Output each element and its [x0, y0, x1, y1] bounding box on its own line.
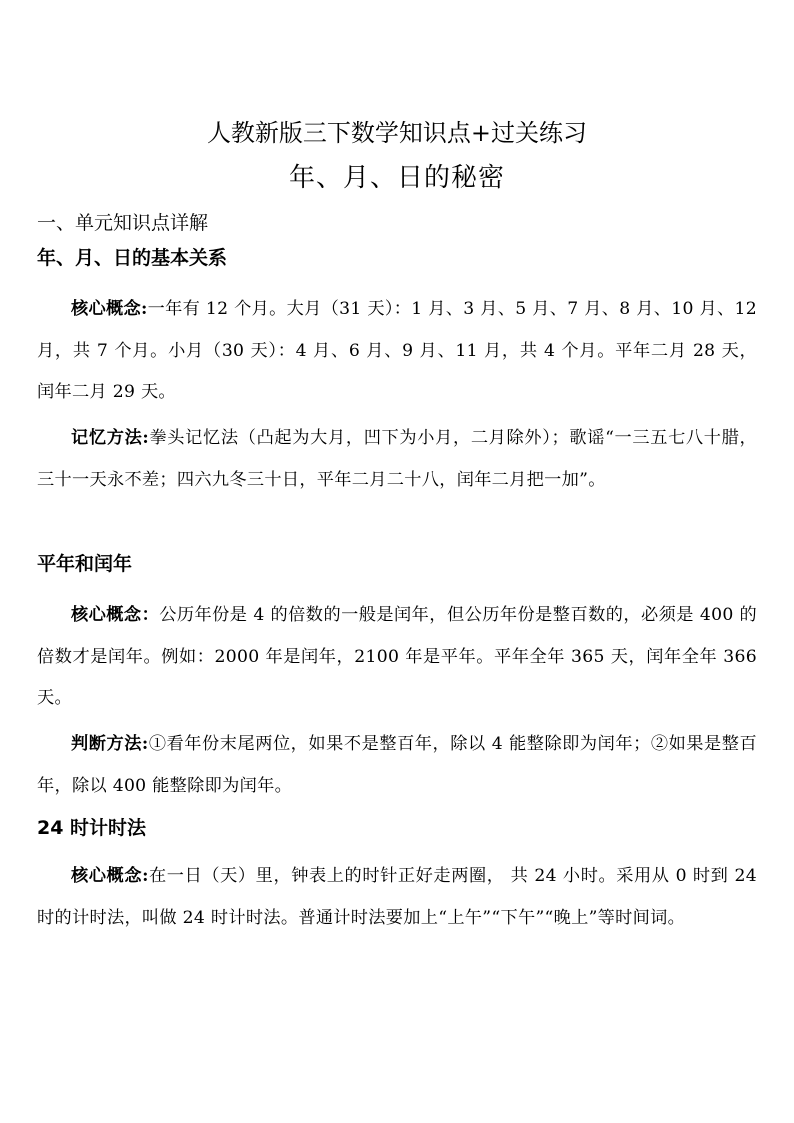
- paragraph-text: 在一日（天）里，钟表上的时针正好走两圈， 共 24 小时。采用从 0 时到 24 时的计时法，叫做 24 时计时法。普通计时法要加上“上午”“下午”“晚上”等时间词。: [37, 866, 757, 928]
- paragraph-label: 核心概念:: [71, 866, 149, 886]
- paragraph-text: ①看年份末尾两位，如果不是整百年，除以 4 能整除即为闰年；②如果是整百年，除以 400 能整除即为闰年。: [37, 734, 757, 796]
- paragraph-judgement-method: [37, 724, 757, 807]
- paragraph-label: 核心概念:: [71, 299, 148, 319]
- paragraph-text: 一年有 12 个月。大月（31 天）：1 月、3 月、5 月、7 月、8 月、10 月、12 月，共 7 个月。小月（30 天）：4 月、6 月、9 月、11 月，共 4 个月。平年二月 28 天，闰年二月 29 天。: [37, 299, 757, 402]
- document-subtitle: 年、月、日的秘密: [288, 163, 505, 193]
- paragraph-label: 记忆方法:: [71, 428, 150, 448]
- paragraph-label: 核心概念：: [71, 605, 160, 625]
- subsection-heading-basic-relations: 年、月、日的基本关系: [37, 247, 228, 269]
- paragraph-text: 公历年份是 4 的倍数的一般是闰年，但公历年份是整百数的，必须是 400 的倍数才是闰年。例如：2000 年是闰年，2100 年是平年。平年全年 365 天，闰年全年 366 天。: [37, 605, 757, 708]
- document-title: 人教新版三下数学知识点+过关练习: [206, 119, 588, 147]
- paragraph-label: 判断方法:: [71, 734, 149, 754]
- paragraph-core-concept-months: [37, 289, 757, 414]
- paragraph-memory-method: [37, 418, 757, 501]
- subsection-heading-24-hour: 24 时计时法: [37, 817, 147, 839]
- paragraph-core-concept-leap-year: [37, 595, 757, 720]
- paragraph-core-concept-24-hour: [37, 856, 757, 939]
- paragraph-text: 拳头记忆法（凸起为大月，凹下为小月，二月除外）；歌谣“一三五七八十腊，三十一天永不差；四六九冬三十日，平年二月二十八，闰年二月把一加”。: [37, 428, 757, 490]
- section-heading: 一、单元知识点详解: [37, 212, 209, 234]
- subsection-heading-leap-year: 平年和闰年: [37, 553, 133, 575]
